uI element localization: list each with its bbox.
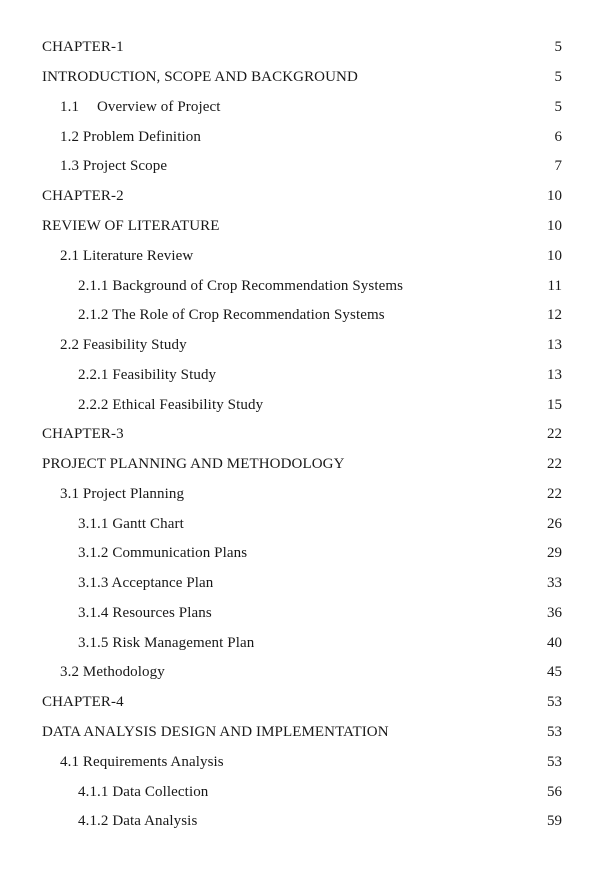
toc-row[interactable] bbox=[0, 718, 605, 748]
toc-row[interactable] bbox=[0, 152, 605, 182]
toc-row[interactable] bbox=[0, 628, 605, 658]
toc-page-number: 10 bbox=[547, 188, 562, 205]
toc-entry-label: 2.2.1 Feasibility Study bbox=[78, 366, 217, 383]
toc-page-number: 5 bbox=[554, 98, 562, 115]
toc-entry-label: DATA ANALYSIS DESIGN AND IMPLEMENTATION bbox=[42, 723, 389, 740]
toc-entry-label: 3.1 Project Planning bbox=[60, 485, 185, 502]
toc-page-number: 22 bbox=[547, 426, 562, 443]
toc-page-number: 12 bbox=[547, 307, 562, 324]
toc-page-number: 15 bbox=[547, 396, 562, 413]
toc-page-number: 59 bbox=[547, 813, 562, 830]
toc-page-number: 53 bbox=[547, 694, 562, 711]
toc-entry-label: REVIEW OF LITERATURE bbox=[42, 217, 220, 234]
toc-entry-label: 1.2 Problem Definition bbox=[60, 128, 201, 145]
toc-row[interactable] bbox=[0, 63, 605, 93]
toc-entry-label: 3.1.5 Risk Management Plan bbox=[78, 634, 255, 651]
toc-page-number: 6 bbox=[554, 128, 562, 145]
toc-row[interactable] bbox=[0, 688, 605, 718]
toc-page-number: 36 bbox=[547, 604, 562, 621]
toc-entry-label: 4.1 Requirements Analysis bbox=[60, 753, 224, 770]
toc-page-number: 40 bbox=[547, 634, 562, 651]
toc-page-number: 13 bbox=[547, 337, 562, 354]
toc-entry-label: 3.1.1 Gantt Chart bbox=[78, 515, 184, 532]
toc-entry-label: 2.2.2 Ethical Feasibility Study bbox=[78, 396, 264, 413]
toc-row[interactable] bbox=[0, 658, 605, 688]
toc-row[interactable] bbox=[0, 182, 605, 212]
toc-page-number: 29 bbox=[547, 545, 562, 562]
toc-page-number: 13 bbox=[547, 366, 562, 383]
toc-row[interactable] bbox=[0, 599, 605, 629]
toc-page-number: 22 bbox=[547, 485, 562, 502]
toc-row[interactable] bbox=[0, 509, 605, 539]
toc-row[interactable] bbox=[0, 450, 605, 480]
toc-row[interactable] bbox=[0, 420, 605, 450]
toc-entry-label: INTRODUCTION, SCOPE AND BACKGROUND bbox=[42, 69, 358, 86]
toc-page-number: 10 bbox=[547, 247, 562, 264]
toc-entry-label: 3.2 Methodology bbox=[60, 664, 165, 681]
toc-row[interactable] bbox=[0, 212, 605, 242]
toc-row[interactable] bbox=[0, 479, 605, 509]
toc-row[interactable] bbox=[0, 390, 605, 420]
toc-row[interactable] bbox=[0, 569, 605, 599]
toc-entry-label: PROJECT PLANNING AND METHODOLOGY bbox=[42, 456, 345, 473]
toc-entry-label: 2.1.2 The Role of Crop Recommendation Systems bbox=[78, 307, 385, 324]
toc-entry-label: CHAPTER-1 bbox=[42, 39, 124, 56]
toc-page-number: 53 bbox=[547, 723, 562, 740]
toc-page-number: 33 bbox=[547, 575, 562, 592]
toc-entry-label: CHAPTER-2 bbox=[42, 188, 124, 205]
toc-row[interactable] bbox=[0, 33, 605, 63]
toc-row[interactable] bbox=[0, 93, 605, 123]
toc-page-number: 22 bbox=[547, 456, 562, 473]
toc-entry-number: 1.1 bbox=[60, 98, 80, 115]
toc-entry-label: 1.3 Project Scope bbox=[60, 158, 168, 175]
toc-row[interactable] bbox=[0, 241, 605, 271]
toc-entry-label: 2.1 Literature Review bbox=[60, 247, 194, 264]
toc-row[interactable] bbox=[0, 122, 605, 152]
toc-page-number: 7 bbox=[554, 158, 562, 175]
toc-entry-label: 3.1.2 Communication Plans bbox=[78, 545, 248, 562]
toc-entry-label: 3.1.4 Resources Plans bbox=[78, 604, 212, 621]
toc-entry-label: CHAPTER-4 bbox=[42, 694, 124, 711]
toc-page-number: 26 bbox=[547, 515, 562, 532]
toc-page-number: 5 bbox=[554, 69, 562, 86]
toc-row[interactable] bbox=[0, 331, 605, 361]
toc-entry-title: Overview of Project bbox=[97, 98, 221, 115]
toc-entry-label: 2.2 Feasibility Study bbox=[60, 337, 187, 354]
toc-page-number: 11 bbox=[547, 277, 562, 294]
toc-page-number: 56 bbox=[547, 783, 562, 800]
toc-row[interactable] bbox=[0, 301, 605, 331]
toc-row[interactable] bbox=[0, 807, 605, 837]
toc-entry-label: 4.1.2 Data Analysis bbox=[78, 813, 198, 830]
toc-row[interactable] bbox=[0, 271, 605, 301]
toc-page-number: 45 bbox=[547, 664, 562, 681]
toc-entry-label: 4.1.1 Data Collection bbox=[78, 783, 209, 800]
toc-row[interactable] bbox=[0, 747, 605, 777]
toc-page-number: 53 bbox=[547, 753, 562, 770]
toc-page-number: 5 bbox=[554, 39, 562, 56]
toc-page-number: 10 bbox=[547, 217, 562, 234]
toc-row[interactable] bbox=[0, 539, 605, 569]
toc-row[interactable] bbox=[0, 777, 605, 807]
toc-entry-label: CHAPTER-3 bbox=[42, 426, 124, 443]
table-of-contents bbox=[0, 33, 605, 837]
toc-entry-label bbox=[0, 100, 221, 115]
toc-entry-label: 3.1.3 Acceptance Plan bbox=[78, 575, 214, 592]
toc-entry-label: 2.1.1 Background of Crop Recommendation Systems bbox=[78, 277, 404, 294]
toc-row[interactable] bbox=[0, 360, 605, 390]
